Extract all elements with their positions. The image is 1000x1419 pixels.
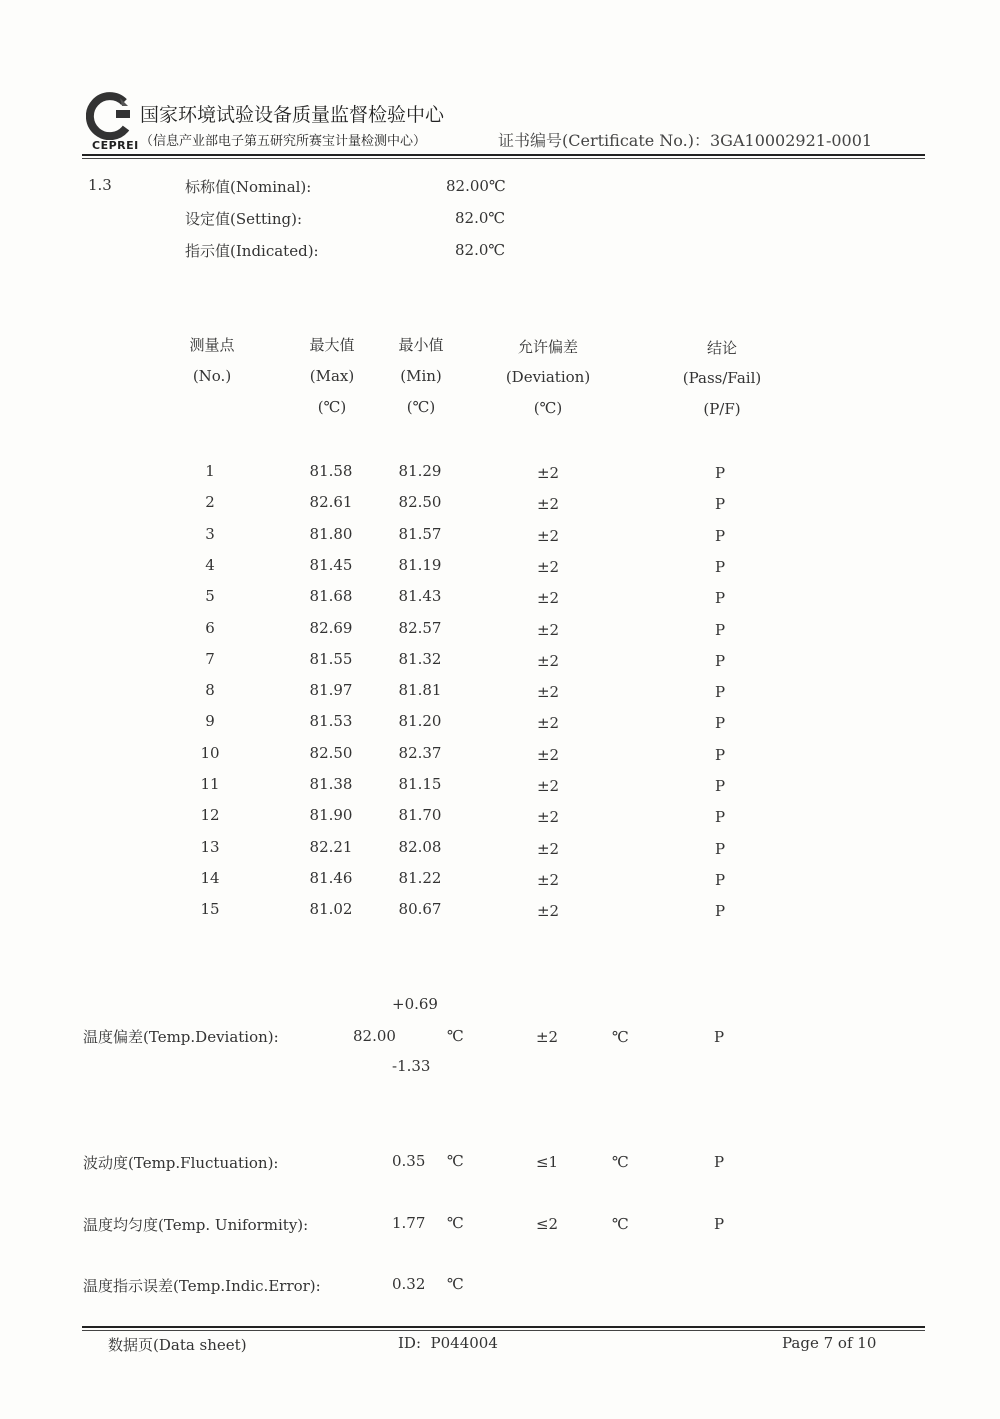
deviation-value: 82.00	[353, 1027, 396, 1045]
cell-min: 81.29	[398, 462, 442, 480]
uniformity-value: 1.77	[392, 1214, 426, 1232]
deviation-label: 温度偏差(Temp.Deviation):	[83, 1028, 279, 1046]
deviation-unit: ℃	[447, 1027, 464, 1045]
org-name: 国家环境试验设备质量监督检验中心	[140, 104, 445, 126]
cell-deviation: ±2	[536, 557, 560, 576]
cell-deviation: ±2	[536, 714, 560, 733]
header-pf-en: (Pass/Fail)	[682, 369, 762, 387]
cell-min: 82.57	[398, 618, 442, 637]
cell-max: 82.21	[309, 837, 353, 856]
deviation-minus: -1.33	[392, 1057, 431, 1075]
cell-min: 81.19	[398, 555, 442, 574]
cell-max: 81.97	[309, 681, 353, 700]
cell-max: 81.68	[309, 587, 353, 606]
cell-min: 81.15	[398, 775, 442, 793]
cell-max: 82.50	[309, 743, 353, 762]
cell-result: P	[714, 714, 726, 733]
cell-result: P	[714, 683, 726, 702]
cell-min: 80.67	[398, 900, 442, 919]
cell-max: 81.55	[309, 649, 353, 668]
fluctuation-unit: ℃	[447, 1152, 464, 1170]
setting-label: 设定值(Setting):	[185, 210, 303, 228]
cell-min: 82.37	[398, 743, 442, 762]
deviation-result: P	[713, 1028, 725, 1046]
uniformity-unit: ℃	[447, 1214, 464, 1232]
indicated-label: 指示值(Indicated):	[185, 242, 319, 260]
indic-error-value: 0.32	[392, 1275, 426, 1293]
cell-result: P	[714, 557, 726, 576]
header-min-unit: (℃)	[406, 398, 436, 416]
header-min-en: (Min)	[400, 367, 442, 385]
cell-max: 81.45	[309, 555, 353, 574]
certificate-label: 证书编号(Certificate No.)：	[498, 131, 710, 150]
cell-max: 81.53	[309, 712, 353, 731]
cell-result: P	[714, 620, 726, 639]
cell-result: P	[714, 745, 726, 764]
cell-result: P	[714, 464, 726, 482]
cell-max: 82.61	[309, 493, 353, 512]
uniformity-label: 温度均匀度(Temp. Uniformity):	[83, 1216, 309, 1234]
cell-result: P	[714, 808, 726, 827]
cell-deviation: ±2	[536, 526, 560, 545]
cell-no: 15	[200, 900, 220, 919]
uniformity-limit: ≤2	[535, 1215, 559, 1233]
cell-result: P	[714, 777, 726, 795]
certificate-number	[498, 128, 872, 151]
cell-no: 2	[205, 493, 215, 512]
nominal-label: 标称值(Nominal):	[185, 178, 312, 196]
cell-min: 81.32	[398, 649, 442, 668]
uniformity-limit-unit: ℃	[612, 1215, 629, 1233]
cell-result: P	[714, 839, 726, 858]
cell-deviation: ±2	[536, 620, 560, 639]
cell-no: 3	[205, 524, 215, 543]
org-subtitle: （信息产业部电子第五研究所赛宝计量检测中心）	[140, 134, 427, 149]
logo-text: CEPREI	[92, 139, 139, 152]
fluctuation-label: 波动度(Temp.Fluctuation):	[83, 1154, 279, 1172]
indic-error-unit: ℃	[447, 1275, 464, 1293]
cell-min: 81.22	[398, 868, 442, 887]
footer-data-sheet: 数据页(Data sheet)	[108, 1336, 247, 1354]
cell-min: 81.20	[398, 712, 442, 731]
deviation-limit: ±2	[535, 1028, 559, 1046]
cell-min: 82.08	[398, 837, 442, 856]
cell-max: 81.58	[309, 462, 353, 480]
cell-deviation: ±2	[536, 683, 560, 702]
cell-no: 12	[200, 806, 220, 825]
fluctuation-limit-unit: ℃	[612, 1153, 629, 1171]
cell-deviation: ±2	[536, 839, 560, 858]
cell-no: 11	[200, 775, 220, 793]
cell-deviation: ±2	[536, 777, 560, 795]
header-pf-unit: (P/F)	[703, 400, 741, 418]
fluctuation-value: 0.35	[392, 1152, 426, 1170]
cell-max: 81.38	[309, 775, 353, 793]
cell-min: 81.43	[398, 587, 442, 606]
cell-no: 1	[205, 462, 215, 480]
header-max-unit: (℃)	[317, 398, 347, 416]
cell-max: 82.69	[309, 618, 353, 637]
cell-no: 5	[205, 587, 215, 606]
footer-page: Page 7 of 10	[782, 1334, 877, 1352]
header-min-cn: 最小值	[398, 336, 444, 354]
cell-no: 8	[205, 681, 215, 700]
footer-id: ID: P044004	[398, 1334, 498, 1352]
header-no-en: (No.)	[192, 367, 232, 385]
header-dev-unit: (℃)	[533, 399, 563, 417]
uniformity-result: P	[713, 1215, 725, 1233]
cell-deviation: ±2	[536, 808, 560, 827]
deviation-limit-unit: ℃	[612, 1028, 629, 1046]
cell-min: 81.81	[398, 681, 442, 700]
header-no-cn: 测量点	[189, 336, 235, 354]
header-max-cn: 最大值	[309, 336, 355, 354]
deviation-plus: +0.69	[392, 995, 438, 1013]
cell-max: 81.80	[309, 524, 353, 543]
cell-deviation: ±2	[536, 464, 560, 482]
cell-result: P	[714, 526, 726, 545]
cell-deviation: ±2	[536, 651, 560, 670]
cell-no: 10	[200, 743, 220, 762]
cell-max: 81.46	[309, 868, 353, 887]
header-rule-thick	[82, 154, 925, 156]
cell-min: 81.57	[398, 524, 442, 543]
footer-rule-thick	[82, 1326, 925, 1328]
cell-deviation: ±2	[536, 870, 560, 889]
fluctuation-limit: ≤1	[535, 1153, 559, 1171]
header-dev-en: (Deviation)	[505, 368, 591, 386]
cell-deviation: ±2	[536, 495, 560, 514]
cell-deviation: ±2	[536, 589, 560, 608]
indicated-value: 82.0℃	[455, 241, 506, 259]
cell-result: P	[714, 870, 726, 889]
cell-result: P	[714, 495, 726, 514]
indic-error-label: 温度指示误差(Temp.Indic.Error):	[83, 1277, 321, 1295]
cell-no: 13	[200, 837, 220, 856]
header-max-en: (Max)	[309, 367, 355, 385]
header-dev-cn: 允许偏差	[517, 338, 579, 356]
cell-no: 7	[205, 649, 215, 668]
cell-no: 14	[200, 868, 220, 887]
nominal-value: 82.00℃	[446, 177, 506, 195]
cell-min: 81.70	[398, 806, 442, 825]
cell-no: 9	[205, 712, 215, 731]
cell-deviation: ±2	[536, 902, 560, 921]
header-pf-cn: 结论	[706, 339, 738, 357]
cell-no: 6	[205, 618, 215, 637]
cell-min: 82.50	[398, 493, 442, 512]
ceprei-logo-icon	[86, 92, 136, 140]
cell-result: P	[714, 902, 726, 921]
header-rule-thin	[82, 158, 925, 159]
footer-rule-thin	[82, 1330, 925, 1331]
cell-result: P	[714, 651, 726, 670]
setting-value: 82.0℃	[455, 209, 506, 227]
cell-deviation: ±2	[536, 745, 560, 764]
cell-max: 81.02	[309, 900, 353, 919]
certificate-value: 3GA10002921-0001	[710, 131, 873, 150]
section-number: 1.3	[88, 176, 112, 194]
cell-result: P	[714, 589, 726, 608]
cell-no: 4	[205, 555, 215, 574]
cell-max: 81.90	[309, 806, 353, 825]
fluctuation-result: P	[713, 1153, 725, 1171]
